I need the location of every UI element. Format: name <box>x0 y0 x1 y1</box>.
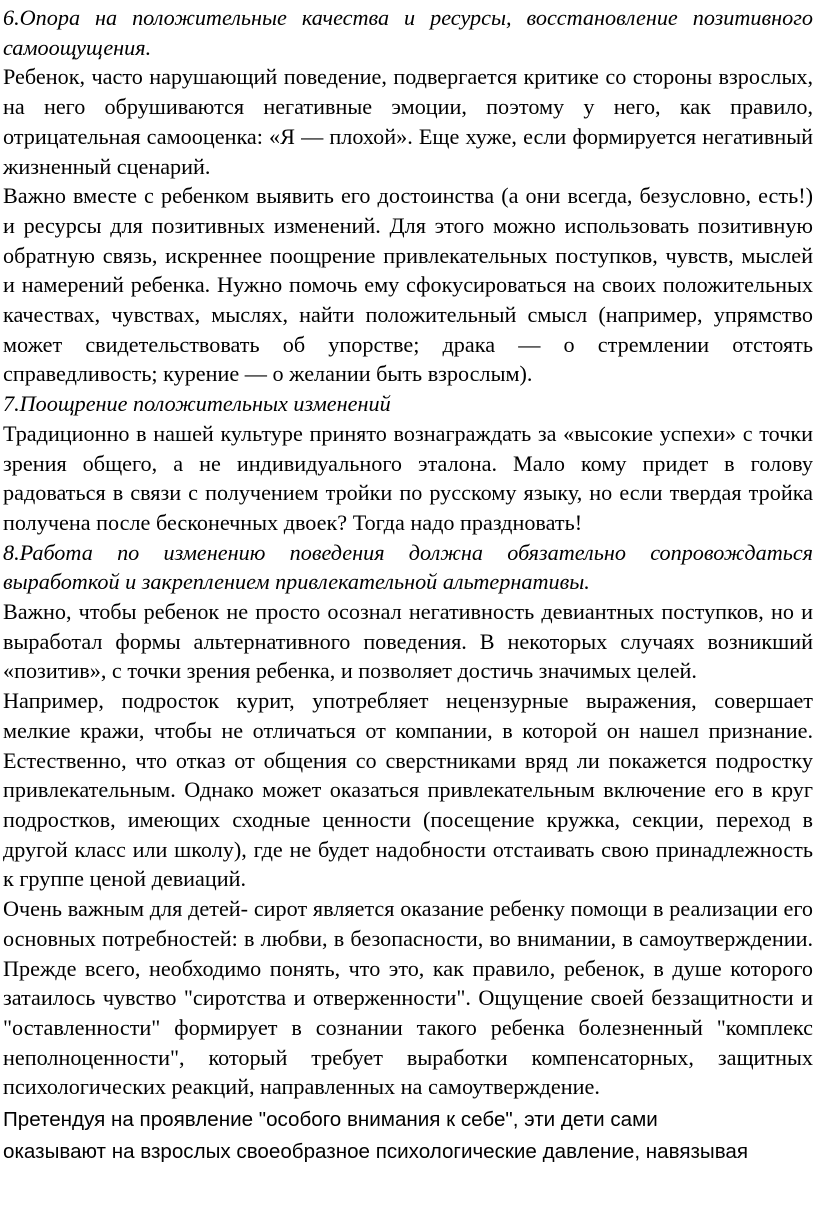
document-page <box>3 3 813 1168</box>
section-6-paragraph-2: Важно вместе с ребенком выявить его достоинства (а они всегда, безусловно, есть!) и ресурсы для позитивных изменений. Для этого можно использовать позитивную обратную связь, искреннее поощрение привлекательных поступков, чувств, мыслей и намерений ребенка. Нужно помочь ему сфокусироваться на своих положительных качествах, чувствах, мыслях, найти положительный смысл (например, упрямство может свидетельствовать об упорстве; драка — о стремлении отстоять справедливость; курение — о желании быть взрослым). <box>3 183 813 387</box>
section-8-heading: 8.Работа по изменению поведения должна обязательно сопровождаться выработкой и закреплением привлекательной альтернативы. <box>3 539 813 595</box>
section-6-heading: 6.Опора на положительные качества и ресурсы, восстановление позитивного самоощущения. <box>3 5 813 60</box>
section-6-paragraph-1: Ребенок, часто нарушающий поведение, подвергается критике со стороны взрослых, на него обрушиваются негативные эмоции, поэтому у него, как правило, отрицательная самооценка: «Я — плохой». Еще хуже, если формируется негативный жизненный сценарий. <box>3 64 813 179</box>
section-8-paragraph-3: Очень важным для детей- сирот является оказание ребенку помощи в реализации его основных потребностей: в любви, в безопасности, во внимании, в самоутверждении. Прежде всего, необходимо понять, что это, как правило, ребенок, в душе которого затаилось чувство "сиротства и отверженности". Ощущение своей беззащитности и "оставленности" формирует в сознании такого ребенка болезненный "комплекс неполноценности", который требует выработки компенсаторных, защитных психологических реакций, направленных на самоутверждение. <box>3 896 813 1100</box>
section-8-paragraph-1: Важно, чтобы ребенок не просто осознал негативность девиантных поступков, но и выработал формы альтернативного поведения. В некоторых случаях возникший «позитив», с точки зрения ребенка, и позволяет достичь значимых целей. <box>3 599 813 684</box>
closing-line-2: оказывают на взрослых своеобразное психологические давление, навязывая <box>3 1140 749 1164</box>
section-7-paragraph-1: Традиционно в нашей культуре принято вознаграждать за «высокие успехи» с точки зрения общего, а не индивидуального эталона. Мало кому придет в голову радоваться в связи с получением тройки по русскому языку, но если твердая тройка получена после бесконечных двоек? Тогда надо праздновать! <box>3 420 813 535</box>
closing-line-1: Претендуя на проявление "особого внимания к себе", эти дети сами <box>3 1108 658 1132</box>
section-8-paragraph-2: Например, подросток курит, употребляет нецензурные выражения, совершает мелкие кражи, чтобы не отличаться от компании, в которой он нашел признание. Естественно, что отказ от общения со сверстниками вряд ли покажется подростку привлекательным. Однако может оказаться привлекательным включение его в круг подростков, имеющих сходные ценности (посещение кружка, секции, переход в другой класс или школу), где не будет надобности отстаивать свою принадлежность к группе ценой девиаций. <box>3 688 813 892</box>
section-7-heading: 7.Поощрение положительных изменений <box>3 391 391 417</box>
